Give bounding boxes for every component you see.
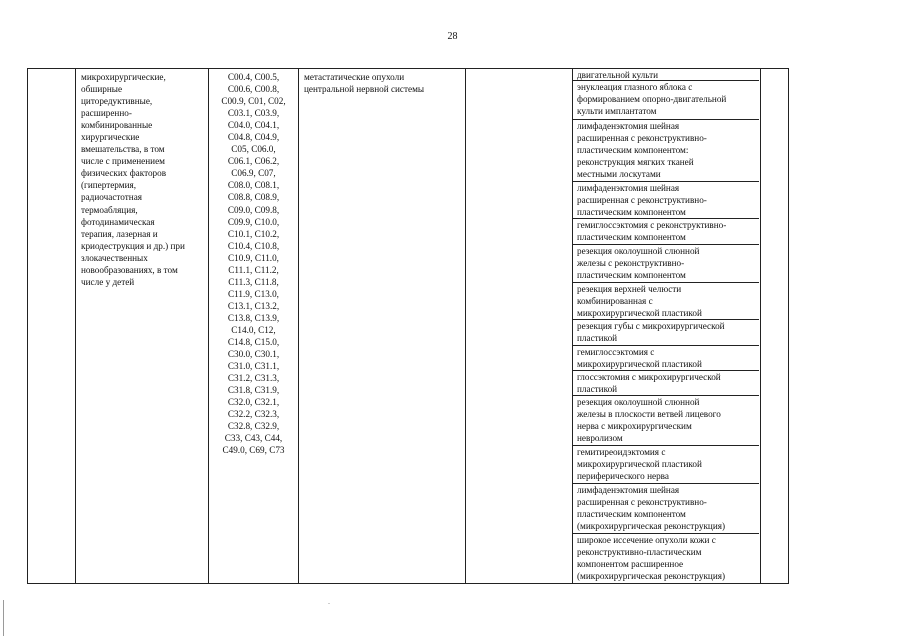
- intervention-description: микрохирургические, обширные циторедуктивные, расширенно- комбинированные хирургические вмешательства, в том числе с применением физических факторов (гипертермия, радиочастотная термоабляция, фотодинамическая терапия, лазерная и криодеструкция и др.) при злокачественных новообразованиях, в том числе у детей: [81, 72, 185, 287]
- procedure-item: лимфаденэктомия шейная расширенная с реконструктивно- пластическим компонентом (микрохирургическая реконструкция): [573, 484, 759, 534]
- treatment-table: [27, 68, 789, 584]
- column-divider: [465, 69, 466, 583]
- procedure-item: резекция верхней челюсти комбинированная с микрохирургической пластикой: [573, 283, 759, 320]
- procedure-list: [573, 69, 759, 583]
- procedure-item: резекция губы с микрохирургической пластикой: [573, 320, 759, 346]
- column-divider: [75, 69, 76, 583]
- procedure-item: гемитиреоидэктомия с микрохирургической пластикой периферического нерва: [573, 446, 759, 484]
- scan-speck: [328, 603, 330, 604]
- procedure-item: широкое иссечение опухоли кожи с реконструктивно-пластическим компонентом расширенное (микрохирургическая реконструкция): [577, 535, 726, 582]
- procedure-item: гемиглоссэктомия с микрохирургической пластикой: [573, 346, 759, 371]
- icd-codes: C00.4, C00.5, C00.6, C00.8, C00.9, C01, C02, C03.1, C03.9, C04.0, C04.1, C04.8, C04.9, C05, C06.0, C06.1, C06.2, C06.9, C07, C08.0, C08.1, C08.8, C08.9, C09.0, C09.8, C09.9, C10.0, C10.1, C10.2, C10.4, C10.8, C10.9, C11.0, C11.1, C11.2, C11.3, C11.8, C11.9, C13.0, C13.1, C13.2, C13.8, C13.9, C14.0, C12, C14.8, C15.0, C30.0, C30.1, C31.0, C31.1, C31.2, C31.3, C31.8, C31.9, C32.0, C32.1, C32.2, C32.3, C32.8, C32.9, C33, C43, C44, C49.0, C69, C73: [221, 72, 286, 456]
- procedure-item: энуклеация глазного яблока с формированием опорно-двигательной культи имплантатом: [573, 81, 759, 120]
- diagnosis-text: метастатические опухоли центральной нервной системы: [304, 72, 425, 95]
- procedure-item: глоссэктомия с микрохирургической пластикой: [573, 371, 759, 396]
- page-number: 28: [447, 31, 458, 42]
- procedure-item: резекция околоушной слюнной железы с реконструктивно- пластическим компонентом: [573, 245, 759, 283]
- scan-edge-mark: [3, 600, 4, 636]
- procedure-item: двигательной культи: [573, 69, 759, 81]
- procedure-item: лимфаденэктомия шейная расширенная с реконструктивно- пластическим компонентом: реконструкция мягких тканей местными лоскутами: [573, 120, 759, 182]
- column-divider: [760, 69, 761, 583]
- procedure-item: резекция околоушной слюнной железы в плоскости ветвей лицевого нерва с микрохирургическим невролизом: [573, 396, 759, 446]
- procedure-item: лимфаденэктомия шейная расширенная с реконструктивно- пластическим компонентом: [573, 182, 759, 219]
- procedure-item: гемиглоссэктомия с реконструктивно- пластическим компонентом: [573, 219, 759, 245]
